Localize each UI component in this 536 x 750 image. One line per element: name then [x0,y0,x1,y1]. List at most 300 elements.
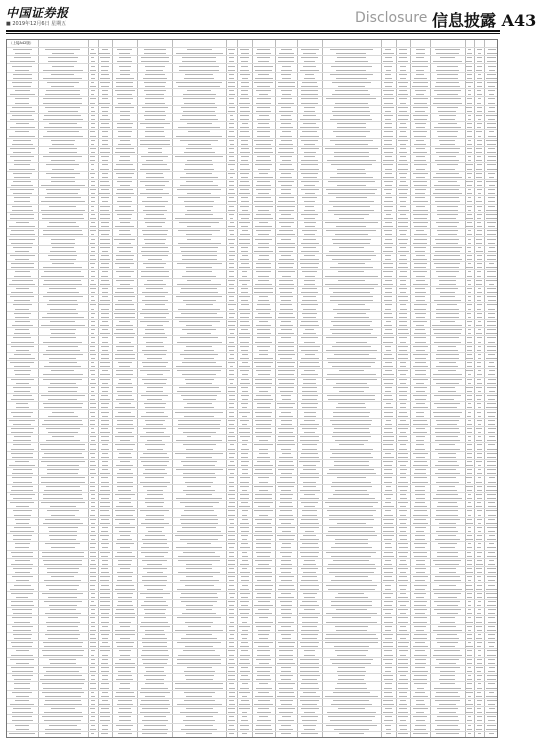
table-cell-text [115,210,134,211]
table-cell-text [386,214,391,215]
table-cell-text [477,720,482,721]
table-cell-text [467,720,472,721]
table-cell-text [280,700,293,701]
table-cell-text [383,177,393,178]
table-cell-text [101,226,110,227]
table-cell-text [101,222,109,223]
table-cell-text [384,66,392,67]
table-cell-text [339,733,365,734]
table-cell-text [255,379,273,380]
table-cell-text [330,49,374,50]
table-cell-text [51,74,74,75]
table-cell-text [140,140,170,141]
table-cell-text [278,436,295,437]
table-cell-text [102,136,109,137]
table-cell-text [478,601,481,602]
table-cell-text [145,296,165,297]
table-cell-text [398,543,407,544]
table-cell-text [91,379,95,380]
table-cell-text [339,247,365,248]
table-cell-text [303,465,316,466]
table-cell-text [257,461,270,462]
table-cell-text [281,123,291,124]
table-cell-text [477,49,482,50]
table-cell-text [13,630,31,631]
table-cell-text [181,395,216,396]
table-cell-text [188,626,211,627]
table-cell-text [241,148,249,149]
table-cell-text [91,650,94,651]
table-cell-text [305,74,315,75]
table-cell-text [400,560,406,561]
table-cell-text [384,482,392,483]
table-cell-text [258,210,270,211]
table-cell-text [384,465,392,466]
table-cell-text [467,362,472,363]
table-cell-text [467,576,472,577]
table-cell-text [177,342,222,343]
table-cell-text [256,547,271,548]
table-cell-text [413,259,427,260]
table-cell-text [476,564,482,565]
table-cell-text [47,626,78,627]
table-cell-text [182,329,216,330]
table-cell-text [228,712,235,713]
table-cell-text [115,630,135,631]
table-cell-text [399,350,406,351]
table-cell-text [399,547,408,548]
table-cell-text [102,370,108,371]
table-cell-text [414,473,426,474]
table-cell-text [51,177,75,178]
table-cell-text [240,169,250,170]
table-cell-text [385,725,391,726]
table-cell-text [280,391,293,392]
table-cell-text [279,539,294,540]
table-cell-text [383,449,394,450]
table-cell-text [240,477,250,478]
table-row-separator [7,278,497,279]
table-cell-text [383,642,393,643]
table-cell-text [467,593,472,594]
table-cell-text [327,160,376,161]
table-cell-text [488,98,495,99]
table-cell-text [477,486,482,487]
table-cell-text [467,552,471,553]
table-cell-text [229,527,234,528]
table-cell-text [45,94,80,95]
table-cell-text [175,156,223,157]
table-cell-text [241,605,248,606]
table-cell-text [14,164,30,165]
table-cell-text [385,543,391,544]
table-cell-text [468,300,472,301]
table-cell-text [488,704,495,705]
table-cell-text [229,127,234,128]
table-cell-text [118,412,131,413]
table-cell-text [416,53,425,54]
table-cell-text [182,613,216,614]
table-cell-text [51,239,75,240]
table-row-separator [7,220,497,221]
table-cell-text [145,222,165,223]
table-cell-text [398,568,408,569]
table-cell-text [488,399,495,400]
table-cell-text [16,650,29,651]
table-cell-text [327,374,375,375]
table-row-separator [7,195,497,196]
table-cell-text [178,424,220,425]
table-cell-text [229,416,233,417]
table-cell-text [468,292,471,293]
table-cell-text [230,597,234,598]
table-cell-text [183,490,215,491]
table-cell-text [477,449,482,450]
table-cell-text [488,659,495,660]
table-cell-text [477,457,482,458]
table-cell-text [11,601,33,602]
table-cell-text [116,164,133,165]
table-cell-text [51,708,74,709]
table-cell-text [90,259,95,260]
table-cell-text [146,214,164,215]
table-cell-text [416,57,424,58]
table-cell-text [229,309,234,310]
table-cell-text [91,510,95,511]
table-cell-text [487,164,496,165]
table-cell-text [241,226,248,227]
table-cell-text [399,325,407,326]
table-cell-text [415,329,425,330]
table-cell-text [487,259,497,260]
table-cell-text [488,552,495,553]
table-cell-text [476,160,482,161]
table-cell-text [142,560,167,561]
table-cell-text [43,667,82,668]
table-cell-text [400,144,406,145]
table-cell-text [415,197,425,198]
table-cell-text [44,127,81,128]
table-cell-text [439,704,455,705]
table-cell-text [90,453,95,454]
table-cell-text [467,111,472,112]
table-cell-text [467,379,472,380]
table-cell-text [437,74,459,75]
table-cell-text [187,49,212,50]
table-cell-text [433,374,462,375]
table-cell-text [467,424,473,425]
table-cell-text [44,115,81,116]
table-cell-text [466,572,472,573]
table-cell-text [400,498,407,499]
table-cell-text [228,510,235,511]
table-cell-text [414,585,427,586]
table-cell-text [140,144,170,145]
table-cell-text [90,688,96,689]
table-cell-text [438,181,456,182]
table-cell-text [100,325,109,326]
table-cell-text [102,292,107,293]
table-cell-text [437,552,457,553]
table-cell-text [240,725,249,726]
table-cell-text [116,585,134,586]
table-cell-text [258,313,270,314]
table-cell-text [436,53,459,54]
table-cell-text [100,432,110,433]
table-cell-text [301,251,319,252]
table-cell-text [140,123,169,124]
table-cell-text [335,144,367,145]
table-cell-text [489,94,494,95]
table-cell-text [239,337,249,338]
table-cell-text [488,519,495,520]
table-cell-text [435,465,459,466]
table-cell-text [184,358,214,359]
table-cell-text [120,70,130,71]
table-cell-text [115,354,135,355]
table-cell-text [326,622,378,623]
table-cell-text [10,704,34,705]
table-cell-text [400,201,406,202]
table-cell-text [100,82,111,83]
table-cell-text [42,552,84,553]
table-cell-text [477,444,482,445]
table-cell-text [384,494,393,495]
table-cell-text [183,98,215,99]
table-cell-text [256,688,272,689]
table-cell-text [466,646,472,647]
table-cell-text [101,531,108,532]
table-cell-text [487,74,497,75]
table-cell-text [400,700,406,701]
table-cell-text [142,107,168,108]
table-cell-text [279,210,294,211]
table-cell-text [487,605,496,606]
table-cell-text [102,659,108,660]
table-cell-text [187,333,211,334]
table-cell-text [416,300,426,301]
table-cell-text [242,354,248,355]
table-cell-text [14,300,30,301]
table-cell-text [281,321,291,322]
table-cell-text [303,317,316,318]
table-cell-text [47,226,79,227]
table-cell-text [400,729,407,730]
table-cell-text [400,247,406,248]
table-cell-text [41,477,86,478]
table-cell-text [229,53,234,54]
table-cell-text [476,667,482,668]
table-cell-text [467,457,473,458]
table-cell-text [15,329,29,330]
table-cell-text [476,461,482,462]
table-cell-text [259,482,269,483]
table-cell-text [333,432,370,433]
table-cell-text [119,321,130,322]
table-cell-text [116,280,134,281]
table-cell-text [229,407,235,408]
table-cell-text [333,115,370,116]
table-cell-text [228,440,236,441]
table-cell-text [384,300,392,301]
table-cell-text [467,634,473,635]
table-cell-text [229,123,234,124]
table-cell-text [184,350,213,351]
table-row-separator [7,475,497,476]
table-cell-text [468,675,471,676]
table-cell-text [230,523,234,524]
table-cell-text [12,626,33,627]
table-cell-text [477,57,482,58]
table-cell-text [279,313,293,314]
header-rule [6,30,500,32]
table-cell-text [101,387,109,388]
table-cell-text [90,346,95,347]
table-cell-text [46,440,80,441]
table-cell-text [279,197,294,198]
table-cell-text [13,498,32,499]
table-cell-text [385,86,392,87]
table-cell-text [145,86,166,87]
table-cell-text [467,449,472,450]
table-cell-text [229,609,234,610]
table-cell-text [186,234,211,235]
table-cell-text [478,74,481,75]
table-cell-text [279,222,294,223]
table-cell-text [278,86,295,87]
table-cell-text [477,597,482,598]
table-cell-text [281,613,292,614]
table-cell-text [185,675,214,676]
table-cell-text [180,177,218,178]
table-cell-text [11,428,34,429]
table-cell-text [303,296,316,297]
table-cell-text [177,589,221,590]
table-cell-text [280,675,293,676]
table-cell-text [467,613,472,614]
table-row-separator [7,212,497,213]
table-cell-text [228,337,235,338]
table-cell-text [44,490,82,491]
table-cell-text [228,675,235,676]
table-cell-text [414,593,426,594]
table-cell-text [438,535,456,536]
table-cell-text [416,140,424,141]
table-cell-text [383,646,393,647]
table-cell-text [383,457,394,458]
table-cell-text [10,589,34,590]
table-cell-text [144,383,166,384]
table-cell-text [385,57,392,58]
table-cell-text [489,436,495,437]
table-cell-text [256,185,271,186]
table-cell-text [42,692,84,693]
table-cell-text [279,712,293,713]
table-cell-text [400,292,406,293]
table-cell-text [229,197,235,198]
table-cell-text [487,346,496,347]
table-cell-text [254,510,272,511]
table-cell-text [147,572,163,573]
table-cell-text [228,280,235,281]
table-cell-text [45,696,80,697]
table-cell-text [91,107,94,108]
table-cell-text [183,650,215,651]
table-cell-text [281,49,292,50]
table-cell-text [143,465,167,466]
table-cell-text [11,346,34,347]
table-cell-text [398,61,408,62]
table-cell-text [242,473,248,474]
table-cell-text [435,189,459,190]
table-cell-text [435,539,460,540]
table-cell-text [186,708,213,709]
table-cell-text [304,609,316,610]
table-cell-text [439,585,456,586]
table-cell-text [116,337,134,338]
table-cell-text [241,461,249,462]
table-cell-text [384,201,393,202]
table-cell-text [466,370,472,371]
table-cell-text [434,300,461,301]
table-cell-text [115,107,134,108]
table-cell-text [10,494,35,495]
table-cell-text [468,374,471,375]
table-cell-text [117,704,133,705]
table-cell-text [242,362,248,363]
table-cell-text [279,506,293,507]
table-cell-text [487,296,495,297]
table-cell-text [228,539,235,540]
table-cell-text [145,136,166,137]
table-cell-text [102,321,109,322]
table-cell-text [101,568,108,569]
table-cell-text [100,473,109,474]
table-cell-text [241,465,248,466]
table-cell-text [240,49,249,50]
table-cell-text [440,399,454,400]
table-cell-text [384,103,393,104]
table-cell-text [467,663,471,664]
table-cell-text [278,57,294,58]
table-cell-text [386,733,392,734]
table-cell-text [467,399,472,400]
table-cell-text [330,420,372,421]
table-cell-text [145,206,165,207]
table-cell-text [90,148,96,149]
table-cell-text [255,729,272,730]
table-cell-text [416,403,425,404]
table-cell-text [477,337,482,338]
table-cell-text [256,267,272,268]
table-cell-text [302,626,317,627]
table-cell-text [413,152,427,153]
table-cell-text [10,61,36,62]
table-cell-text [101,683,109,684]
table-row-separator [7,657,497,658]
table-cell-text [280,309,293,310]
table-cell-text [119,57,132,58]
table-cell-text [488,585,495,586]
table-cell-text [119,453,132,454]
table-cell-text [400,407,406,408]
table-cell-text [279,251,293,252]
table-cell-text [489,560,495,561]
table-cell-text [143,543,166,544]
table-cell-text [228,362,235,363]
table-cell-text [437,164,457,165]
table-row-separator [7,146,497,147]
